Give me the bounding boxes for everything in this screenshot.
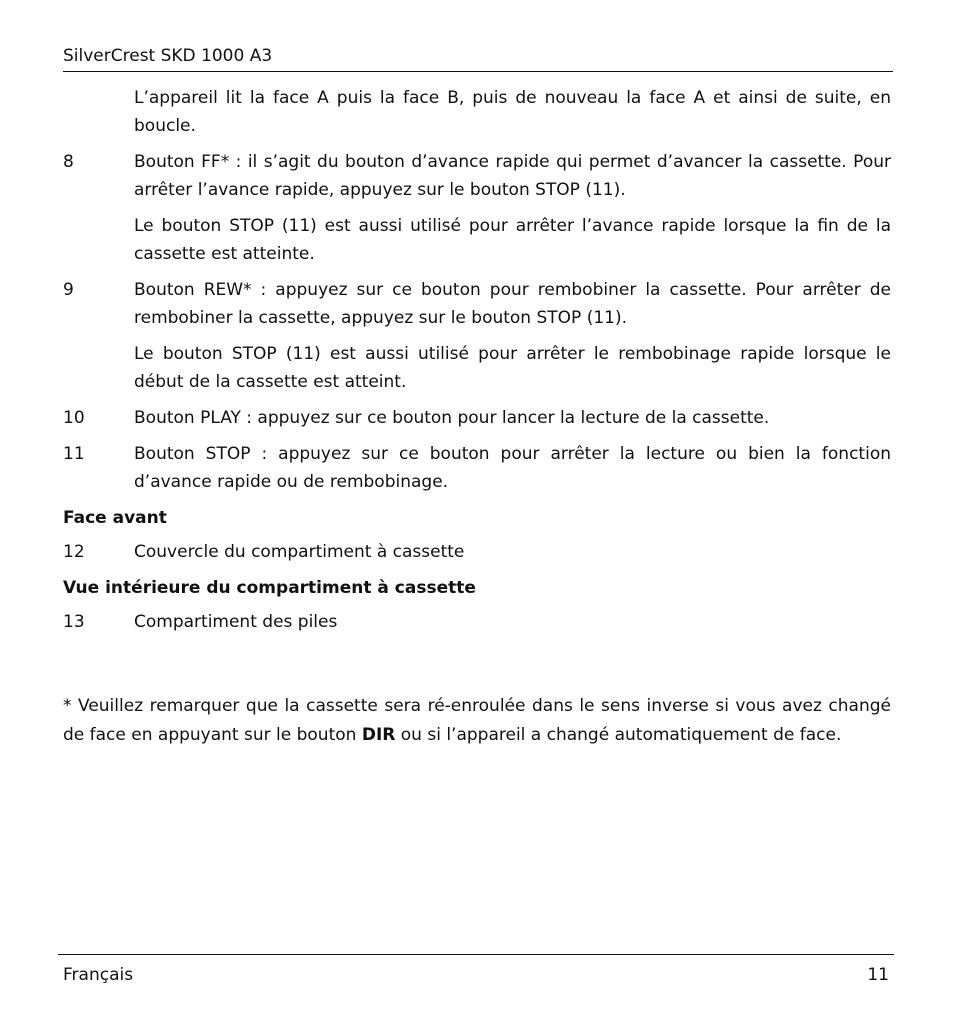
- footnote-text-before: * Veuillez remarquer que la cassette sera ré-enroulée dans le sens inverse si vous avez changé de face en appuyant sur le bouton: [63, 696, 891, 745]
- item-text: Bouton REW* : appuyez sur ce bouton pour rembobiner la cassette. Pour arrêter de rembobiner la cassette, appuyez sur le bouton STOP (11).: [134, 280, 891, 328]
- section-heading-front: Face avant: [63, 508, 167, 528]
- item-number: 9: [63, 280, 74, 300]
- page-footer: [58, 954, 894, 985]
- footnote-bold-dir: DIR: [361, 725, 396, 745]
- item-text: Couvercle du compartiment à cassette: [134, 542, 465, 562]
- list-item: [63, 276, 891, 332]
- item-text: Bouton STOP : appuyez sur ce bouton pour arrêter la lecture ou bien la fonction d’avance rapide ou de rembobinage.: [134, 444, 891, 492]
- list-item: [63, 340, 891, 396]
- item-text: Le bouton STOP (11) est aussi utilisé pour arrêter le rembobinage rapide lorsque le début de la cassette est atteint.: [134, 344, 891, 392]
- list-item: [63, 404, 891, 432]
- item-text: Bouton PLAY : appuyez sur ce bouton pour lancer la lecture de la cassette.: [134, 408, 770, 428]
- item-text: Compartiment des piles: [134, 612, 338, 632]
- item-number: 13: [63, 612, 85, 632]
- list-item: [63, 212, 891, 268]
- page-header: [63, 45, 893, 72]
- section-heading-inside: Vue intérieure du compartiment à cassette: [63, 578, 476, 598]
- item-text: L’appareil lit la face A puis la face B, puis de nouveau la face A et ainsi de suite, en boucle.: [134, 88, 891, 136]
- footnote-text-after: ou si l’appareil a changé automatiquement de face.: [395, 725, 842, 745]
- header-title: SilverCrest SKD 1000 A3: [63, 46, 273, 66]
- item-text: Bouton FF* : il s’agit du bouton d’avance rapide qui permet d’avancer la cassette. Pour arrêter l’avance rapide, appuyez sur le bouton STOP (11).: [134, 152, 891, 200]
- list-item: [63, 538, 891, 566]
- item-number: 12: [63, 542, 85, 562]
- item-number: 10: [63, 408, 85, 428]
- list-item: [63, 84, 891, 140]
- list-item: [63, 608, 891, 636]
- page-content: [63, 84, 891, 644]
- footer-language: Français: [63, 965, 134, 985]
- footnote: [63, 692, 891, 750]
- item-text: Le bouton STOP (11) est aussi utilisé pour arrêter l’avance rapide lorsque la fin de la cassette est atteinte.: [134, 216, 891, 264]
- item-number: 11: [63, 444, 85, 464]
- page-number: 11: [867, 965, 889, 985]
- list-item: [63, 440, 891, 496]
- item-number: 8: [63, 152, 74, 172]
- list-item: [63, 148, 891, 204]
